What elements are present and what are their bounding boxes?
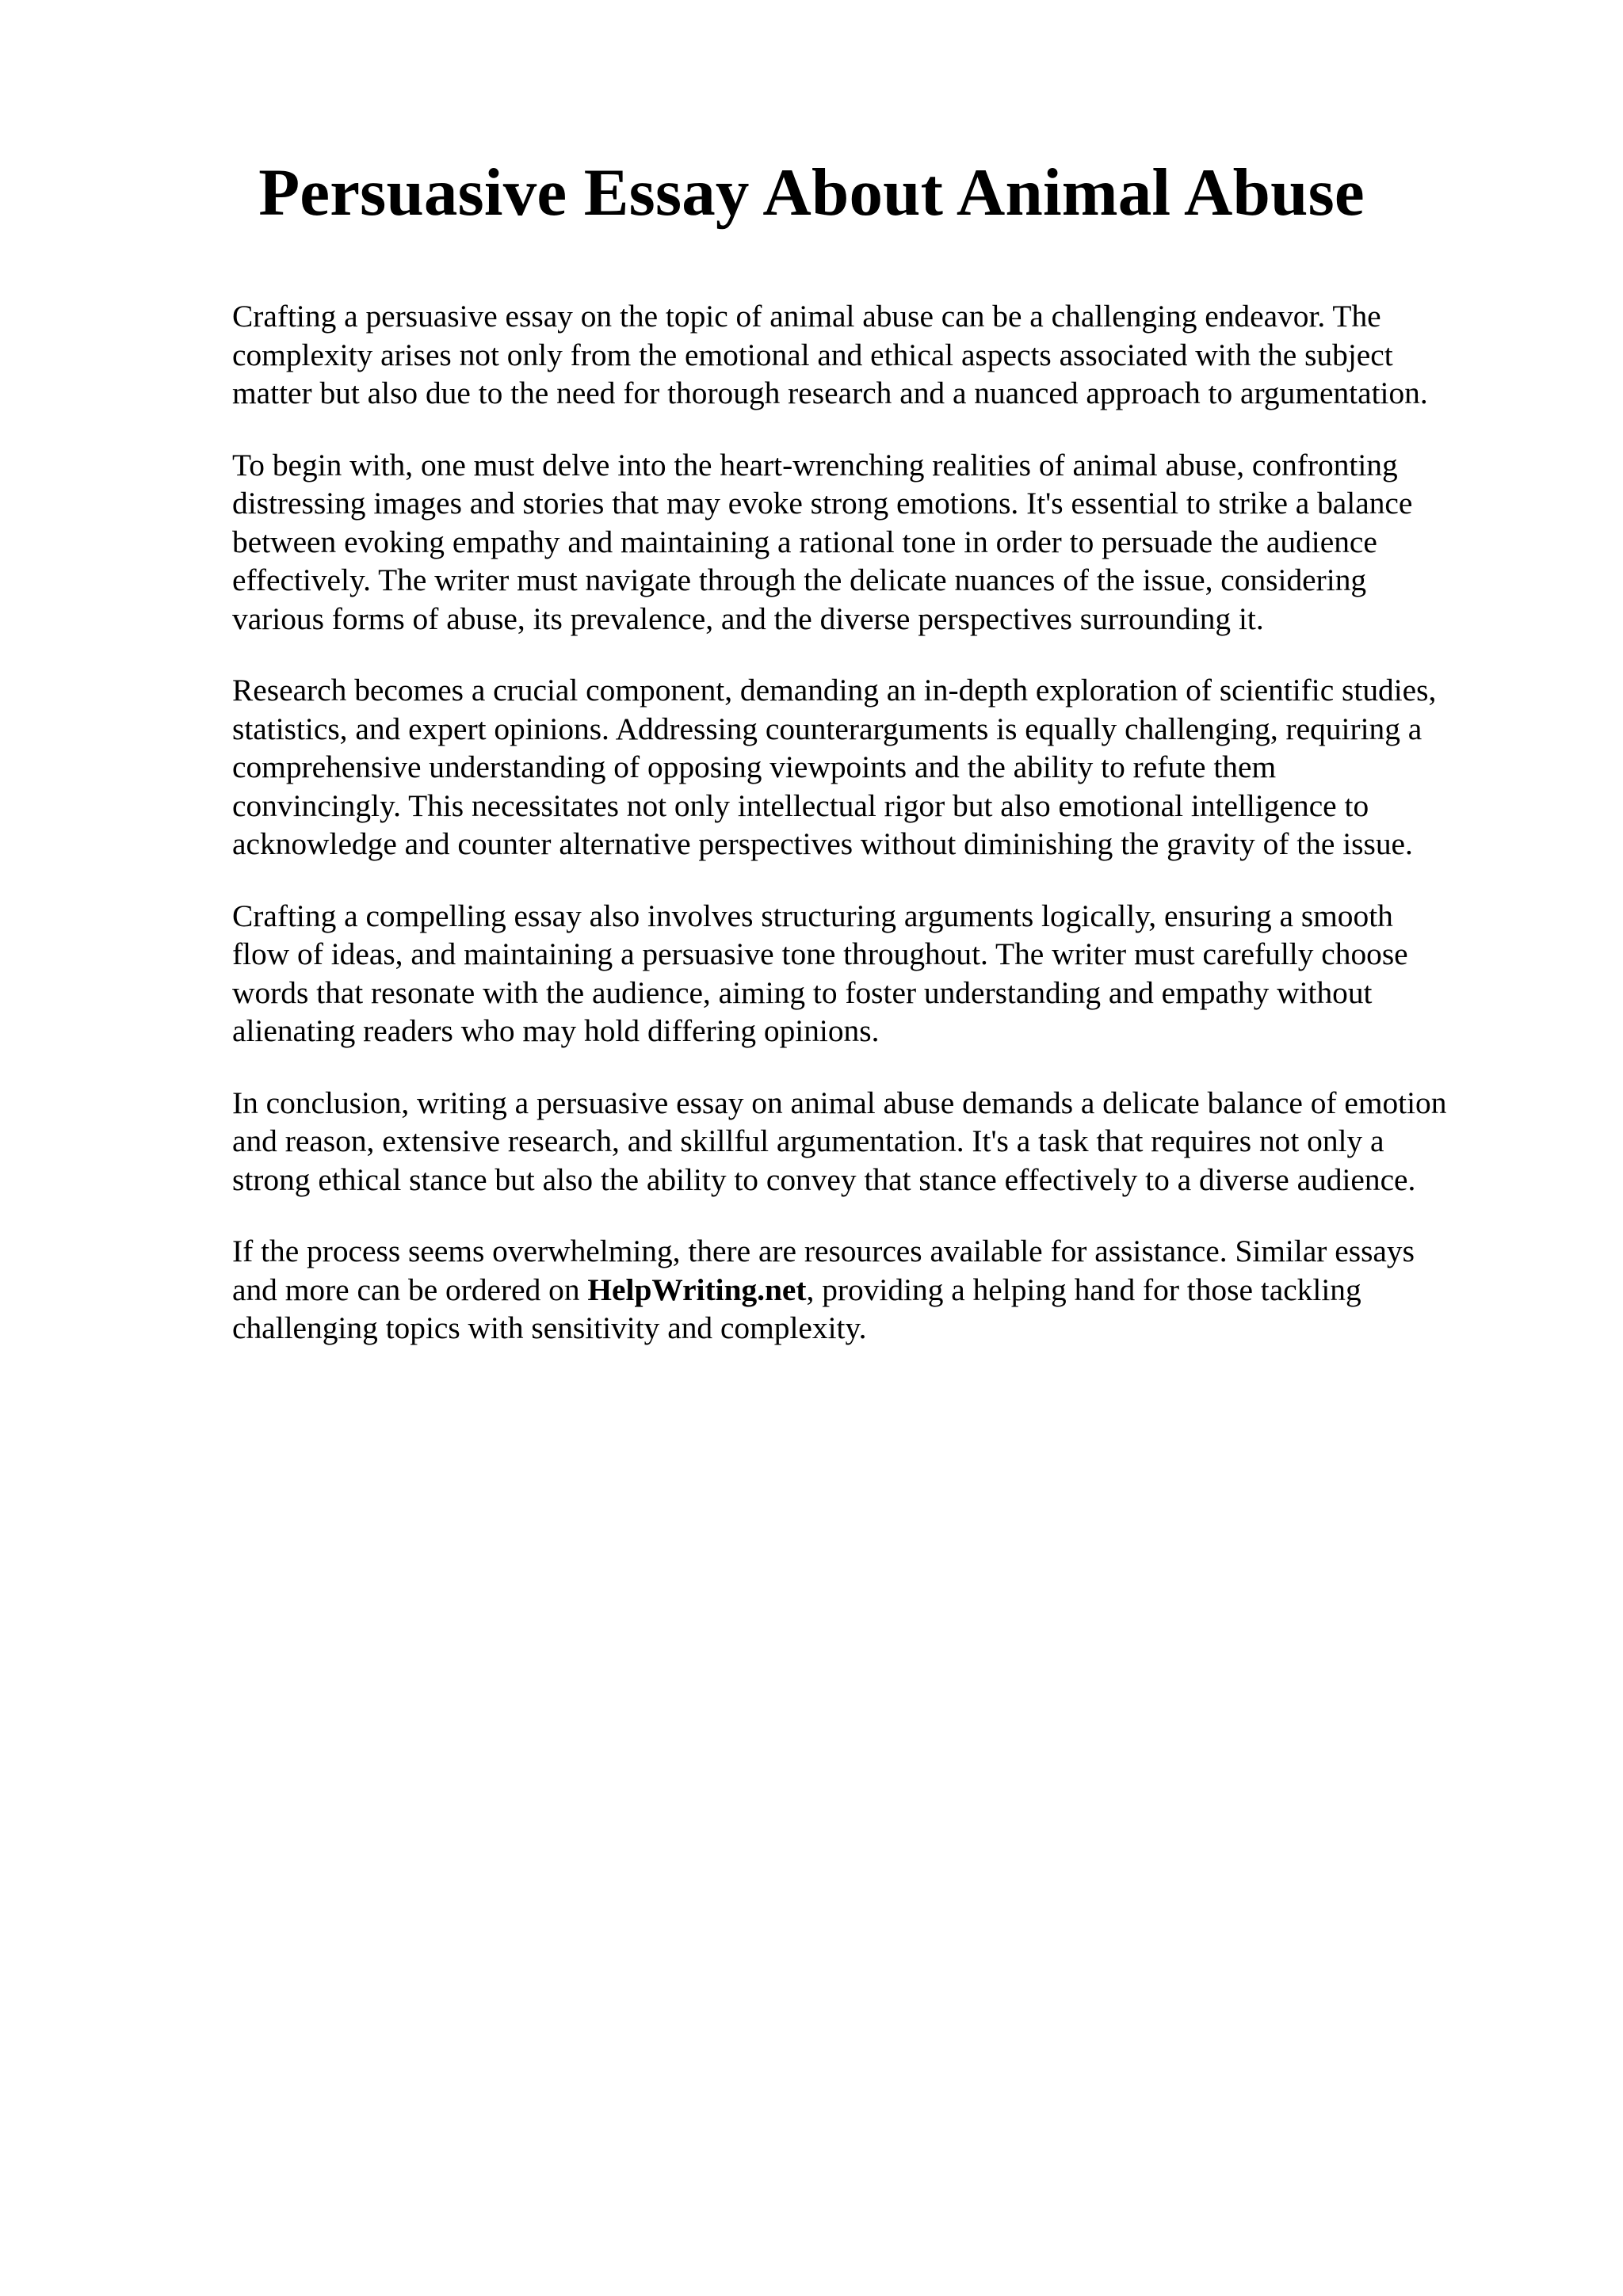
text-line: statistics, and expert opinions. Addressing counterarguments is equally challenging, requiring a xyxy=(232,711,1423,746)
text-line: Crafting a compelling essay also involves structuring arguments logically, ensuring a smooth xyxy=(232,898,1393,933)
text-line: alienating readers who may hold differing opinions. xyxy=(232,1013,880,1048)
paragraph-1 xyxy=(232,297,1532,413)
paragraph-3 xyxy=(232,671,1532,864)
text-line: effectively. The writer must navigate through the delicate nuances of the issue, considering xyxy=(232,563,1367,597)
text-line: Crafting a persuasive essay on the topic of animal abuse can be a challenging endeavor. The xyxy=(232,299,1381,334)
paragraph-4 xyxy=(232,897,1532,1051)
text-line: various forms of abuse, its prevalence, and the diverse perspectives surrounding it. xyxy=(232,601,1264,636)
paragraph-5 xyxy=(232,1084,1532,1199)
text-line: To begin with, one must delve into the heart-wrenching realities of animal abuse, confronting xyxy=(232,447,1398,482)
text-line: acknowledge and counter alternative perspectives without diminishing the gravity of the issue. xyxy=(232,826,1413,861)
text-line: words that resonate with the audience, aiming to foster understanding and empathy without xyxy=(232,974,1373,1010)
text-line: strong ethical stance but also the ability to convey that stance effectively to a diverse audience. xyxy=(232,1161,1416,1197)
text-line-suffix: , providing a helping hand for those tackling xyxy=(806,1272,1361,1307)
text-line: and reason, extensive research, and skillful argumentation. It's a task that requires not only a xyxy=(232,1123,1384,1158)
text-line: challenging topics with sensitivity and complexity. xyxy=(232,1310,867,1345)
text-line: If the process seems overwhelming, there are resources available for assistance. Similar essays xyxy=(232,1234,1415,1268)
text-line: between evoking empathy and maintaining a rational tone in order to persuade the audience xyxy=(232,524,1377,559)
closing-paragraph xyxy=(232,1232,1532,1348)
text-line: distressing images and stories that may evoke strong emotions. It's essential to strike a balance xyxy=(232,486,1413,521)
text-line-prefix: and more can be ordered on xyxy=(232,1272,588,1307)
essay-body xyxy=(232,297,1532,1381)
text-line: flow of ideas, and maintaining a persuasive tone throughout. The writer must carefully choose xyxy=(232,936,1408,971)
text-line: In conclusion, writing a persuasive essay on animal abuse demands a delicate balance of emotion xyxy=(232,1085,1447,1120)
helpwriting-link[interactable]: HelpWriting.net xyxy=(587,1272,807,1307)
text-line: comprehensive understanding of opposing viewpoints and the ability to refute them xyxy=(232,749,1277,784)
text-line: convincingly. This necessitates not only intellectual rigor but also emotional intelligence to xyxy=(232,788,1369,823)
text-line: Research becomes a crucial component, demanding an in-depth exploration of scientific studies, xyxy=(232,673,1437,707)
text-line: matter but also due to the need for thorough research and a nuanced approach to argumentation. xyxy=(232,376,1428,410)
paragraph-2 xyxy=(232,446,1532,639)
page-title: Persuasive Essay About Animal Abuse xyxy=(258,155,1365,230)
text-line: complexity arises not only from the emotional and ethical aspects associated with the subject xyxy=(232,337,1393,372)
